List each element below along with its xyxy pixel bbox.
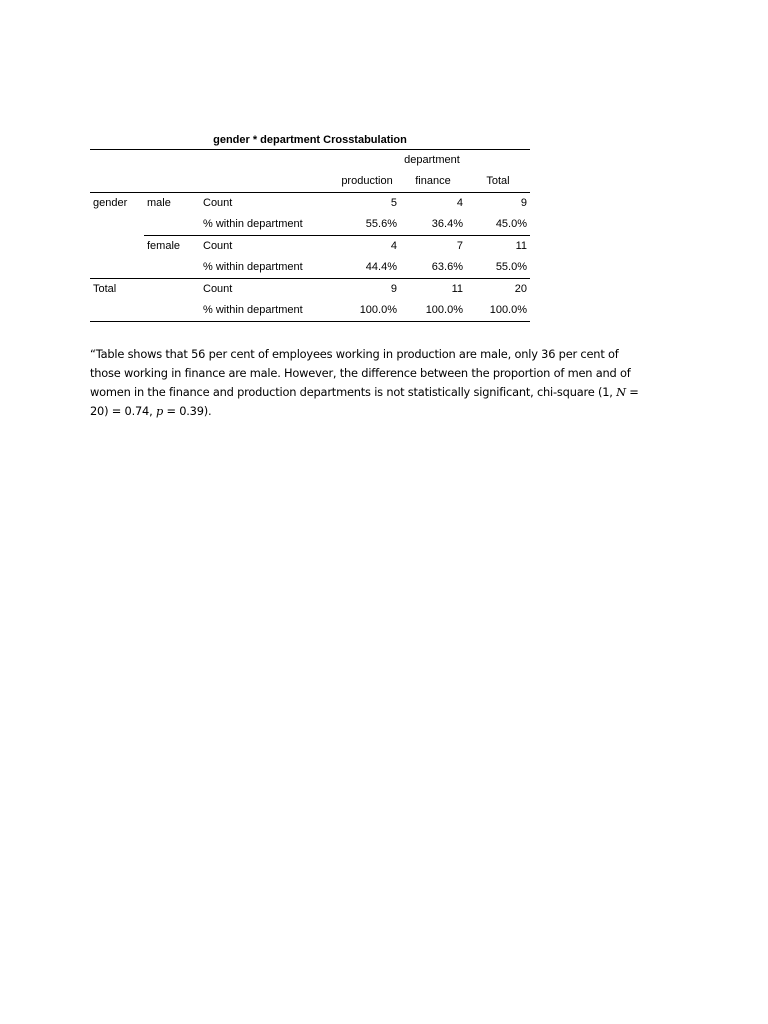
row-variable [90, 300, 144, 322]
header-row-group [90, 150, 530, 171]
table-cell: 55.6% [334, 214, 400, 236]
n-symbol: N [616, 385, 626, 399]
table-row [90, 214, 530, 236]
table-cell: 11 [515, 240, 528, 252]
row-statistic: Count [203, 240, 233, 252]
row-variable: gender [93, 197, 128, 209]
interpretation-paragraph [90, 345, 650, 421]
p-symbol: p [155, 404, 164, 418]
table-row [90, 300, 530, 322]
row-variable [90, 257, 144, 279]
row-statistic: % within department [200, 300, 334, 322]
table-cell: 4 [390, 240, 397, 252]
table-cell: 20 [514, 283, 528, 295]
group-header: department [404, 154, 460, 166]
table-cell: 100.0% [466, 300, 530, 322]
row-variable: Total [93, 283, 117, 295]
table-row [90, 236, 530, 258]
table-cell: 11 [451, 283, 463, 295]
table-cell: 9 [520, 197, 528, 209]
table-cell: 9 [390, 283, 397, 295]
table-row [90, 193, 530, 215]
header-row-columns [90, 171, 530, 193]
column-header: production [334, 171, 400, 193]
paragraph-text: = 20) = 0.74, [90, 385, 639, 418]
row-statistic: Count [203, 283, 233, 295]
table-cell: 100.0% [400, 300, 466, 322]
table-cell: 44.4% [334, 257, 400, 279]
row-variable [90, 236, 144, 258]
column-header: finance [400, 171, 466, 193]
row-category [144, 300, 200, 322]
table-cell: 45.0% [466, 214, 530, 236]
table-cell: 4 [456, 197, 463, 209]
row-variable [90, 214, 144, 236]
column-header: Total [466, 171, 530, 193]
crosstab-table [90, 131, 530, 322]
paragraph-text: = 0.39). [163, 404, 212, 418]
table-row [90, 257, 530, 279]
row-category [144, 257, 200, 279]
table-cell: 100.0% [334, 300, 400, 322]
table-cell: 5 [390, 197, 397, 209]
crosstab-grid [90, 150, 530, 322]
paragraph-text: “Table shows that 56 per cent of employees working in production are male, only 36 per cent of those working in finance are male. However, the difference between the proportion of men and of women in the finance and production departments is not statistically significant, chi-square (1, [90, 347, 631, 399]
row-category: female [147, 240, 181, 252]
table-title: gender * department Crosstabulation [90, 131, 530, 150]
row-statistic: Count [203, 197, 233, 209]
row-statistic: % within department [200, 257, 334, 279]
row-category [144, 279, 200, 301]
table-cell: 55.0% [466, 257, 530, 279]
table-cell: 63.6% [400, 257, 466, 279]
row-category [144, 214, 200, 236]
table-cell: 36.4% [400, 214, 466, 236]
table-cell: 7 [456, 240, 463, 252]
row-statistic: % within department [200, 214, 334, 236]
row-category: male [147, 197, 171, 209]
table-row [90, 279, 530, 301]
